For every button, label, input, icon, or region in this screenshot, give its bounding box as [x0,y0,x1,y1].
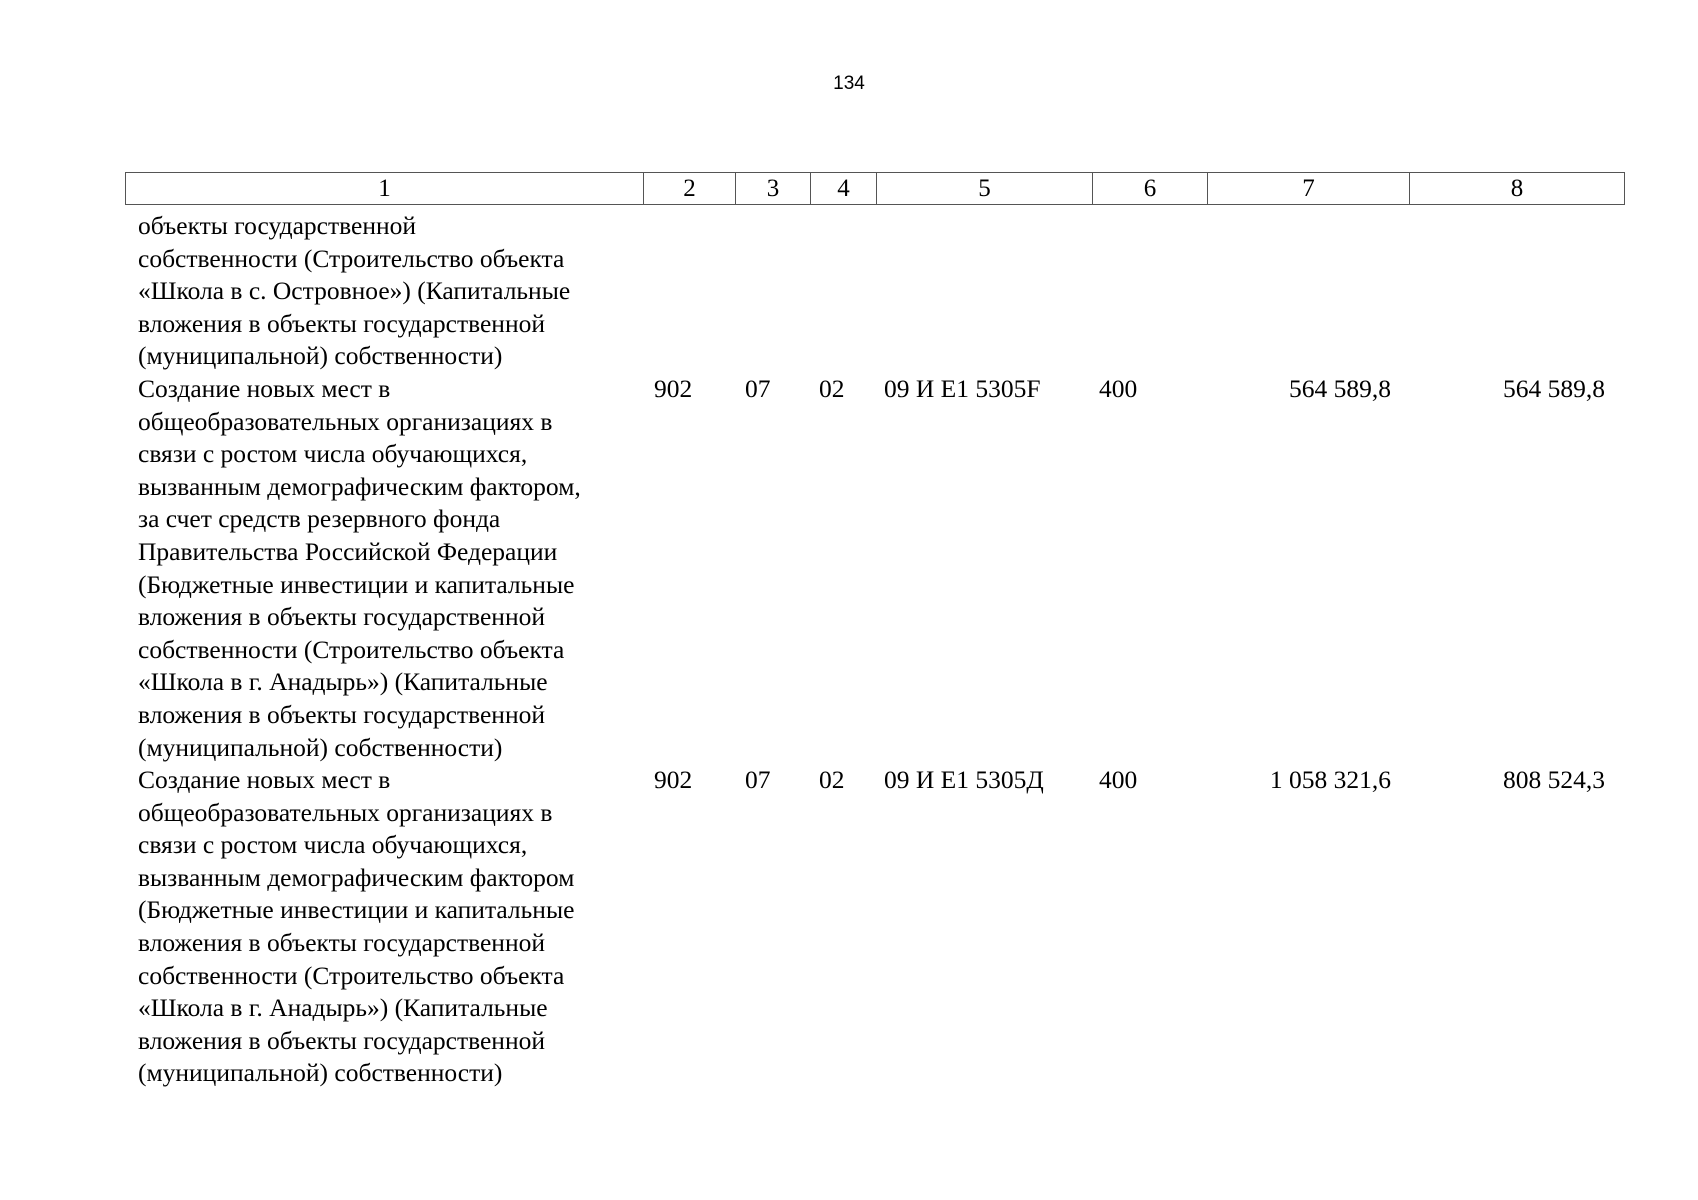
header-cell-1: 1 [126,173,644,205]
description-line: вложения в объекты государственной [138,699,545,729]
subsection-code: 02 [819,373,845,403]
description-line: вложения в объекты государственной [138,308,545,338]
expense-type-code: 400 [1099,373,1138,403]
amount-column-8: 808 524,3 [1503,765,1605,795]
description-line: общеобразовательных организациях в [138,406,553,436]
description-line: собственности (Строительство объекта [138,960,565,990]
subsection-code: 02 [819,765,845,795]
ved-code: 902 [654,765,693,795]
description-line: «Школа в с. Островное») (Капитальные [138,276,571,306]
description-line: собственности (Строительство объекта [138,634,565,664]
description-line: Правительства Российской Федерации [138,536,558,566]
description-line: Создание новых мест в [138,765,391,795]
description-line: связи с ростом числа обучающихся, [138,439,528,469]
description-line: вызванным демографическим фактором, [138,471,581,501]
target-article-code: 09 И Е1 5305Д [884,765,1044,795]
description-line: «Школа в г. Анадырь») (Капитальные [138,667,548,697]
header-cell-5: 5 [877,173,1093,205]
page-number: 134 [833,73,865,94]
description-line: вложения в объекты государственной [138,1025,545,1055]
description-line: (муниципальной) собственности) [138,732,503,762]
section-code: 07 [745,765,771,795]
amount-column-7: 1 058 321,6 [1269,765,1391,795]
description-line: вложения в объекты государственной [138,928,545,958]
header-cell-4: 4 [811,173,877,205]
description-line: связи с ростом числа обучающихся, [138,830,528,860]
description-line: вложения в объекты государственной [138,602,545,632]
row-description [125,373,642,764]
description-line: (Бюджетные инвестиции и капитальные [138,895,575,925]
table-body [125,210,1618,1090]
description-line: собственности (Строительство объекта [138,243,565,273]
description-line: вызванным демографическим фактором [138,862,575,892]
header-cell-7: 7 [1208,173,1410,205]
header-row [126,173,1625,205]
header-cell-3: 3 [736,173,811,205]
table-row [125,373,1618,764]
table-column-numbers-header [125,172,1625,205]
description-line: Создание новых мест в [138,373,391,403]
ved-code: 902 [654,373,693,403]
expense-type-code: 400 [1099,765,1138,795]
description-line: (Бюджетные инвестиции и капитальные [138,569,575,599]
table-row [125,764,1618,1090]
header-cell-2: 2 [644,173,736,205]
target-article-code: 09 И Е1 5305F [884,373,1041,403]
header-cell-6: 6 [1093,173,1208,205]
row-description [125,210,642,373]
table-row [125,210,1618,373]
row-description [125,764,642,1090]
amount-column-8: 564 589,8 [1503,373,1605,403]
description-line: за счет средств резервного фонда [138,504,501,534]
section-code: 07 [745,373,771,403]
description-line: (муниципальной) собственности) [138,341,503,371]
description-line: (муниципальной) собственности) [138,1058,503,1088]
description-line: объекты государственной [138,211,417,240]
description-line: «Школа в г. Анадырь») (Капитальные [138,993,548,1023]
amount-column-7: 564 589,8 [1289,373,1391,403]
header-cell-8: 8 [1410,173,1625,205]
description-line: общеобразовательных организациях в [138,797,553,827]
